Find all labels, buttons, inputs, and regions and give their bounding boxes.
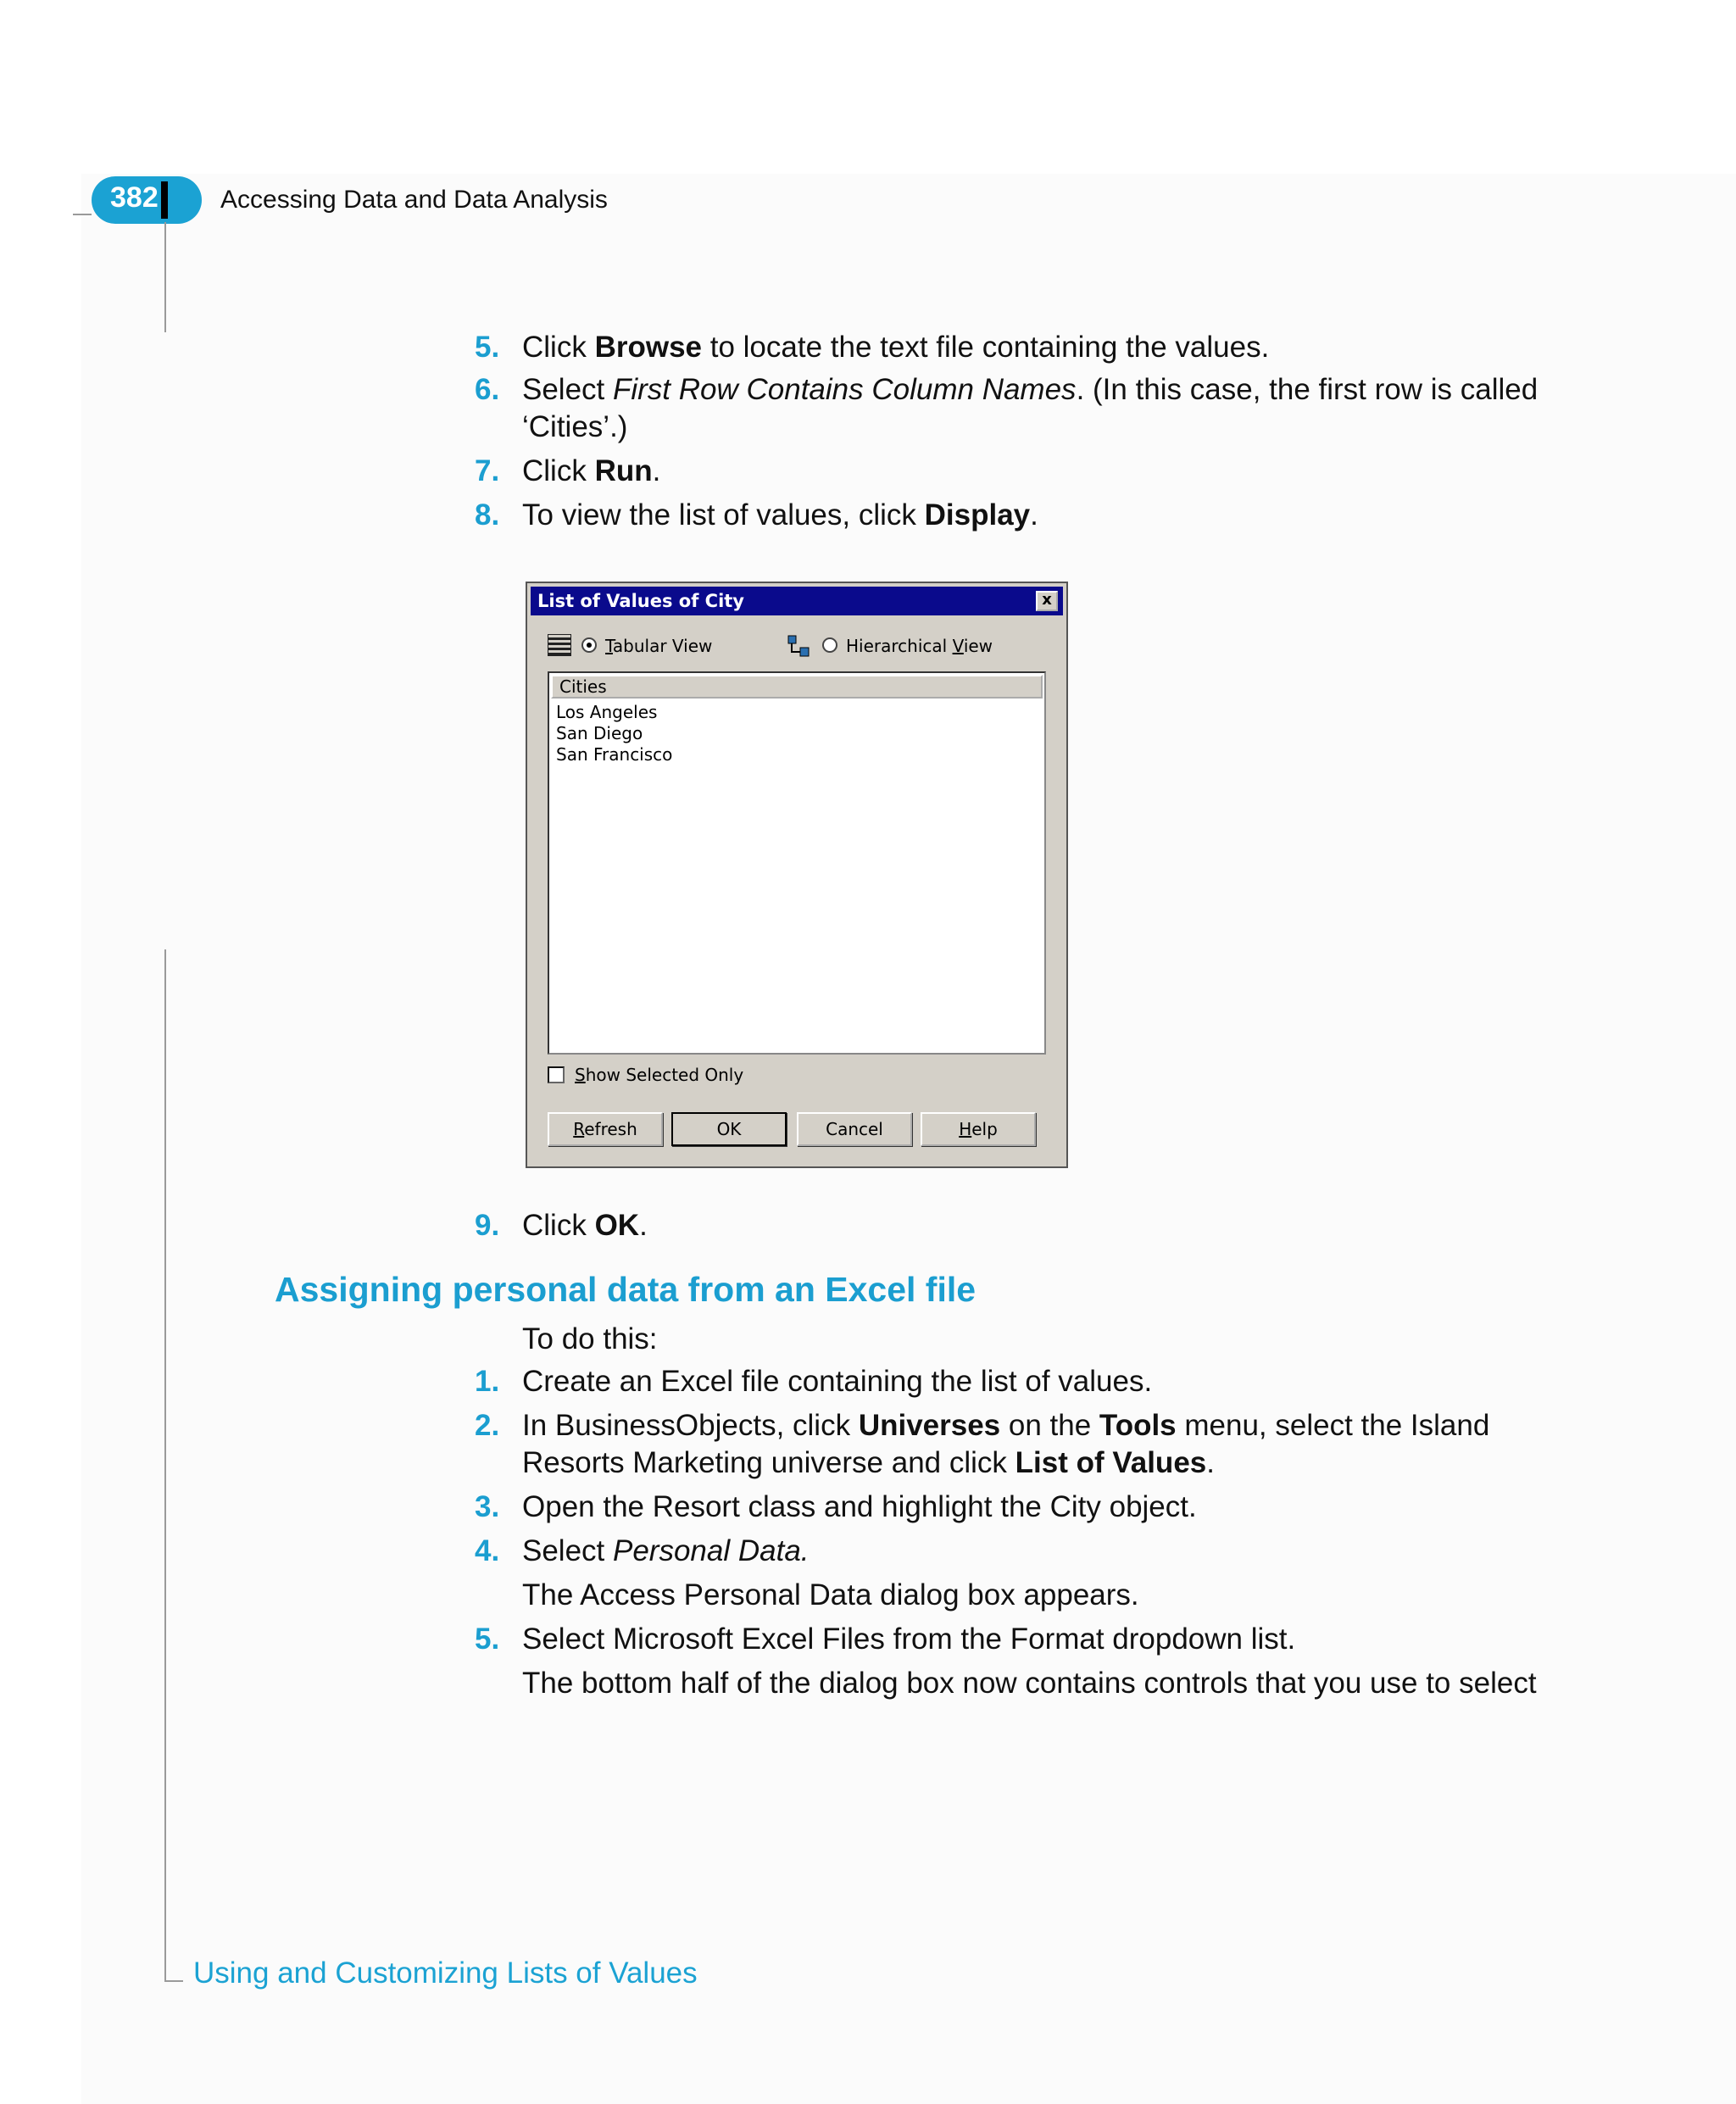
text-run: In BusinessObjects, click (522, 1409, 859, 1442)
cancel-button[interactable]: Cancel (797, 1112, 912, 1146)
step-text (522, 1621, 1577, 1658)
list-item[interactable]: Los Angeles (556, 702, 658, 722)
text-run: . (639, 1209, 648, 1242)
running-head: Accessing Data and Data Analysis (220, 186, 608, 214)
close-icon: x (1042, 591, 1052, 609)
step-5 (475, 329, 1577, 366)
step-7 (475, 453, 1577, 490)
step-number: 1. (475, 1365, 500, 1398)
step-text (522, 497, 1577, 534)
close-button[interactable] (1036, 591, 1058, 611)
step-text (522, 1407, 1582, 1482)
tabular-view-radio[interactable] (581, 637, 597, 653)
step-number: 5. (475, 1623, 500, 1656)
text-run: To view the list of values, click (522, 498, 925, 532)
step-text (522, 371, 1582, 446)
text-run: Open the Resort class and highlight the City object. (522, 1490, 1197, 1523)
running-footer: Using and Customizing Lists of Values (193, 1956, 698, 1990)
intro-text: To do this: (522, 1322, 658, 1355)
step-5b (475, 1621, 1577, 1658)
step-text (522, 1533, 1577, 1570)
header-rule (73, 214, 92, 215)
step-text (522, 1207, 1577, 1244)
step-text (522, 453, 1577, 490)
text-run: Click (522, 454, 595, 487)
ok-button[interactable]: OK (671, 1112, 787, 1146)
step-number: 4. (475, 1534, 500, 1567)
list-item[interactable]: San Diego (556, 723, 643, 743)
text-run: . (In this case, the first row is called ‘Cities’.) (522, 373, 1538, 443)
show-selected-only-checkbox[interactable] (548, 1066, 565, 1083)
list-of-values-dialog (526, 582, 1068, 1168)
step-number: 5. (475, 331, 500, 364)
bold-term: Universes (858, 1409, 1001, 1442)
help-button[interactable]: Help (921, 1112, 1036, 1146)
margin-rule-bottom (164, 949, 166, 1982)
section-heading: Assigning personal data from an Excel file (275, 1270, 976, 1309)
text-run: . (1206, 1446, 1215, 1479)
tabular-view-label[interactable]: Tabular View (605, 636, 713, 656)
dialog-titlebar (531, 587, 1063, 615)
step-9 (475, 1207, 1577, 1244)
text-run: on the (1000, 1409, 1099, 1442)
step-text (522, 1489, 1577, 1526)
hierarchical-view-radio[interactable] (822, 637, 837, 653)
bold-term: List of Values (1015, 1446, 1207, 1479)
page-number: 382 (110, 181, 159, 214)
hierarchical-view-label[interactable]: Hierarchical View (846, 636, 993, 656)
step-number: 9. (475, 1209, 500, 1242)
step-2 (475, 1407, 1577, 1482)
dialog-title: List of Values of City (537, 591, 744, 611)
values-listbox[interactable] (548, 671, 1046, 1055)
step-number: 8. (475, 498, 500, 532)
text-run: . (652, 454, 661, 487)
text-run: Click (522, 1209, 595, 1242)
show-selected-only-label[interactable]: Show Selected Only (575, 1065, 744, 1085)
step-1 (475, 1363, 1577, 1400)
step-text (522, 329, 1577, 366)
step-4 (475, 1533, 1577, 1570)
refresh-button[interactable]: Refresh (548, 1112, 663, 1146)
text-run: Select (522, 1534, 613, 1567)
tabular-view-icon (548, 634, 571, 656)
hierarchical-view-icon (787, 634, 810, 658)
italic-term: Personal Data. (613, 1534, 810, 1567)
step-6 (475, 371, 1577, 446)
column-header-cities[interactable]: Cities (551, 675, 1043, 699)
step-8 (475, 497, 1577, 534)
page-number-bar (161, 181, 168, 219)
margin-rule-top (164, 222, 166, 332)
list-item[interactable]: San Francisco (556, 744, 673, 765)
bold-term: Tools (1099, 1409, 1177, 1442)
text-run: menu, select the Island Resorts Marketing universe and click (522, 1409, 1490, 1479)
step-number: 3. (475, 1490, 500, 1523)
text-run: to locate the text file containing the values. (702, 331, 1270, 364)
bold-term: Run (594, 454, 653, 487)
bold-term: OK (594, 1209, 640, 1242)
footer-rule (164, 1980, 183, 1982)
bold-term: Browse (594, 331, 702, 364)
text-run: Click (522, 331, 595, 364)
text-run: Create an Excel file containing the list of values. (522, 1365, 1153, 1398)
text-run: Select (522, 373, 613, 406)
step-3 (475, 1489, 1577, 1526)
step-note: The bottom half of the dialog box now contains controls that you use to select (522, 1667, 1537, 1700)
step-number: 7. (475, 454, 500, 487)
text-run: . (1030, 498, 1038, 532)
step-number: 2. (475, 1409, 500, 1442)
step-note: The Access Personal Data dialog box appears. (522, 1578, 1139, 1611)
step-text (522, 1363, 1577, 1400)
text-run: Select Microsoft Excel Files from the Format dropdown list. (522, 1623, 1296, 1656)
italic-term: First Row Contains Column Names (613, 373, 1077, 406)
step-number: 6. (475, 373, 500, 406)
bold-term: Display (924, 498, 1031, 532)
